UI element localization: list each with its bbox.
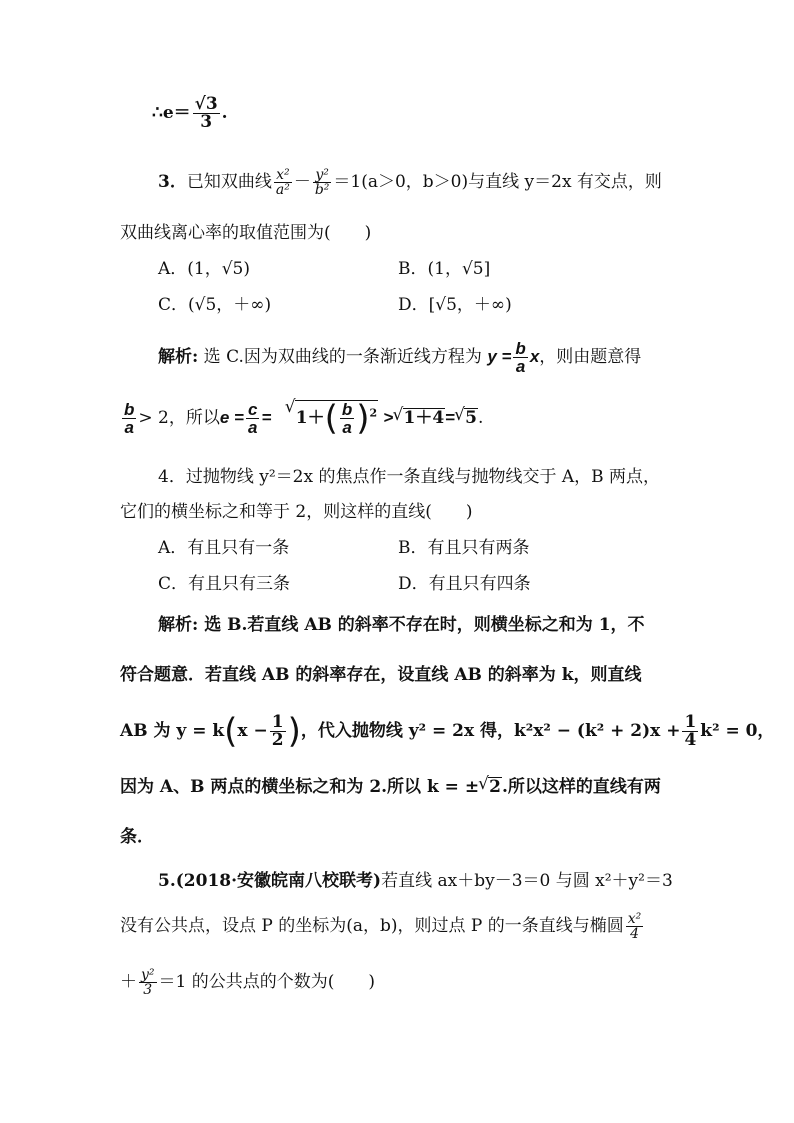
q3-frac-y: $\frac{\text{y²}}{\text{b²}}$ — [314, 167, 330, 198]
q3-option-a: A．(1，√5) — [158, 259, 251, 279]
q3-line1: 3．已知双曲线 $\frac{\text{x²}}{\text{a²}}$ － $\frac{\text{y²}}{\text{b²}}$ ＝1(a＞0，b＞0)与直线 y＝2x 有交点，则 — [158, 167, 662, 198]
q3-option-c: C．(√5，＋∞) — [158, 295, 272, 315]
q4-line2: 它们的横坐标之和等于 2，则这样的直线( ) — [120, 502, 473, 522]
q4-line1: 4．过抛物线 y²＝2x 的焦点作一条直线与抛物线交于 A，B 两点， — [158, 467, 661, 487]
q5-line3: ＋ $\frac{\text{y²}}{3}$ ＝1 的公共点的个数为( ) — [120, 967, 376, 998]
conclusion-line: ∴e＝ $\frac{√3}{3}$ . — [152, 94, 228, 132]
conclusion-prefix: ∴e＝ — [152, 103, 191, 123]
q3-option-b: B．(1，√5] — [398, 259, 491, 279]
conclusion-fraction: $\frac{√3}{3}$ — [194, 94, 218, 132]
q3-option-d: D．[√5，＋∞) — [398, 295, 512, 315]
q4-solution-line4: 因为 A、B 两点的横坐标之和为 2.所以 k = ±√ 2.所以这样的直线有两 — [120, 776, 661, 798]
q4-option-a: A．有且只有一条 — [158, 538, 290, 558]
q4-option-b: B．有且只有两条 — [398, 538, 530, 558]
sqrt-expression: √ 1＋( $\frac{b}{a}$ )$^2$ — [295, 400, 378, 436]
q4-option-d: D．有且只有四条 — [398, 574, 531, 594]
q4-solution-line5: 条． — [120, 827, 154, 847]
solution-label: 解析: — [158, 347, 199, 367]
q3-frac-x: $\frac{\text{x²}}{\text{a²}}$ — [275, 167, 290, 198]
q3-slope-fraction: $\frac{b}{a}$ — [515, 339, 526, 376]
q4-solution-line1: 解析: 选 B.若直线 AB 的斜率不存在时，则横坐标之和为 1，不 — [158, 615, 645, 635]
q4-solution-line3: AB 为 y = k(x − $\frac{1}{2}$ )，代入抛物线 y² = 2x 得，k²x² − (k² + 2)x + $\frac{1}{4}$ k² = 0， — [120, 711, 775, 752]
q3-solution-line1: 解析: 选 C.因为双曲线的一条渐近线方程为 y = $\frac{b}{a}$ x，则由题意得 — [158, 339, 642, 376]
q4-option-c: C．有且只有三条 — [158, 574, 291, 594]
q5-line2: 没有公共点，设点 P 的坐标为(a，b)，则过点 P 的一条直线与椭圆 $\frac{\text{x²}}{4}$ — [120, 911, 642, 942]
q4-solution-line2: 符合题意．若直线 AB 的斜率存在，设直线 AB 的斜率为 k，则直线 — [120, 665, 642, 685]
q5-line1: 5.(2018·安徽皖南八校联考)若直线 ax＋by－3＝0 与圆 x²＋y²＝3 — [158, 871, 673, 891]
q3-solution-line2: $\frac{b}{a}$ > 2，所以e = $\frac{c}{a}$ = √ 1＋( $\frac{b}{a}$ )$^2$ >√ 1＋4=√ 5. — [120, 400, 483, 436]
q3-line2: 双曲线离心率的取值范围为( ) — [120, 223, 372, 243]
